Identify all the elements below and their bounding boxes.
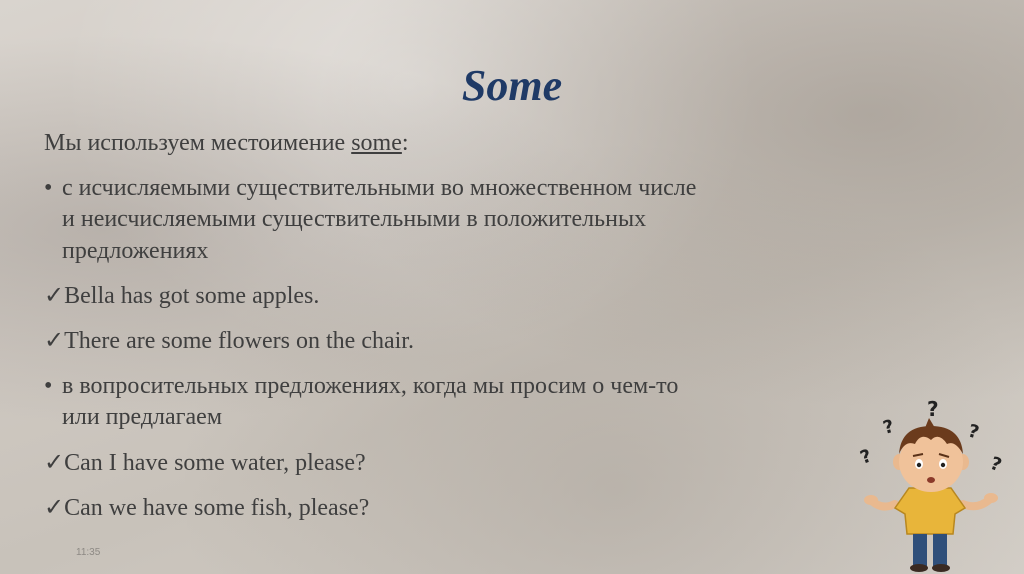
example-1-text: Bella has got some apples. xyxy=(64,282,320,309)
check-icon: ✓ xyxy=(44,449,65,476)
bullet-2-line-1: в вопросительных предложениях, когда мы просим о чем-то xyxy=(62,373,679,400)
bullet-1-line-3: предложениях xyxy=(62,237,209,264)
confused-boy-icon xyxy=(855,392,1015,574)
bullet-2 xyxy=(44,371,904,402)
bullet-2-line-2: или предлагаем xyxy=(62,404,223,431)
example-2 xyxy=(44,326,904,357)
intro-colon: : xyxy=(401,130,409,156)
bullet-1-line-1: с исчисляемыми существительными во множественном числе xyxy=(62,175,697,202)
svg-text:?: ? xyxy=(987,452,1005,477)
svg-text:?: ? xyxy=(965,420,982,444)
example-2-text: There are some flowers on the chair. xyxy=(64,327,414,354)
intro-text: Мы используем местоимение xyxy=(44,130,352,156)
check-icon: ✓ xyxy=(44,282,65,309)
bullet-mark: • xyxy=(44,373,53,400)
check-icon: ✓ xyxy=(44,494,65,521)
example-4-text: Can we have some fish, please? xyxy=(64,494,370,521)
svg-text:?: ? xyxy=(927,397,939,421)
intro-line xyxy=(44,128,904,159)
intro-keyword: some xyxy=(351,130,402,156)
svg-text:?: ? xyxy=(880,415,897,439)
svg-text:?: ? xyxy=(857,445,875,469)
bullet-1 xyxy=(44,173,904,204)
slide-body xyxy=(44,128,904,524)
example-1 xyxy=(44,281,904,312)
example-3 xyxy=(44,448,904,479)
example-4 xyxy=(44,493,904,524)
example-3-text: Can I have some water, please? xyxy=(64,449,366,476)
slide-time: 11:35 xyxy=(76,547,101,558)
slide-title: Some xyxy=(461,61,563,110)
check-icon: ✓ xyxy=(44,327,65,354)
bullet-mark: • xyxy=(44,175,53,202)
bullet-1-line-2: и неисчисляемыми существительными в положительных xyxy=(62,206,647,233)
